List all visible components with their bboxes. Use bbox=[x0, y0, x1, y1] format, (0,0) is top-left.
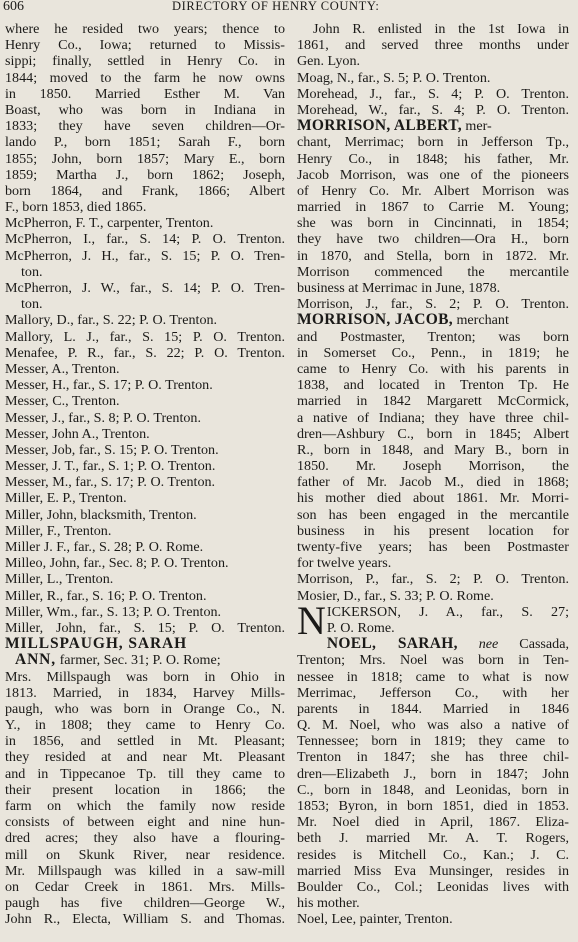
entry-nickerson bbox=[297, 597, 569, 643]
bio-line: Tennessee; born in 1819; they came to bbox=[297, 733, 569, 750]
entry-heading-millspaugh: MILLSPAUGH, SARAH bbox=[5, 636, 188, 653]
entry-heading-millspaugh-cont bbox=[5, 652, 285, 668]
text-line: sippi; finally, settled in Henry Co. in bbox=[5, 53, 285, 70]
bio-line: and Postmaster, Trenton; was born bbox=[297, 328, 569, 345]
entry-heading-morrison-jacob: MORRISON, JACOB, bbox=[297, 312, 453, 329]
bio-line: R., born in 1848, and Mary B., born in bbox=[297, 441, 569, 458]
text-line: 1855; John, born 1857; Mary E., born bbox=[5, 150, 285, 167]
bio-line: married in 1867 to Carrie M. Young; bbox=[297, 199, 569, 216]
entry-heading-noel-sarah: NOEL, SARAH, bbox=[326, 636, 458, 653]
text-line: 1844; moved to the farm he now owns bbox=[5, 69, 285, 86]
bio-line: Henry Co., in 1848; his father, Mr. bbox=[297, 150, 569, 167]
bio-line: married in 1842 Margarett McCormick, bbox=[297, 393, 569, 410]
directory-entry: Mallory, D., far., S. 22; P. O. Trenton. bbox=[5, 312, 218, 329]
directory-entry: Mallory, L. J., far., S. 15; P. O. Trenton. bbox=[5, 328, 285, 345]
directory-entry: Miller, E. P., Trenton. bbox=[5, 490, 127, 507]
text-line: 1859; Martha J., born 1862; Joseph, bbox=[5, 166, 285, 183]
bio-line: dren—Elizabeth J., born in 1847; John bbox=[297, 765, 569, 782]
bio-line: business in his present location for bbox=[297, 522, 569, 539]
bio-line: consists of between eight and nine hun- bbox=[5, 814, 285, 831]
left-column bbox=[5, 21, 285, 928]
bio-line: and in Tippecanoe Tp. till they came to bbox=[5, 765, 285, 782]
entry-heading-morrison-albert: MORRISON, ALBERT, bbox=[297, 118, 462, 135]
directory-entry: Miller J. F., far., S. 28; P. O. Rome. bbox=[5, 539, 204, 555]
directory-entry: Morrison, J., far., S. 2; P. O. Trenton. bbox=[297, 296, 569, 313]
directory-entry: Messer, J., far., S. 8; P. O. Trenton. bbox=[5, 409, 201, 426]
bio-line: they have two children—Ora H., born bbox=[297, 231, 569, 248]
bio-line: Boulder Co., Col.; Leonidas lives with bbox=[297, 878, 569, 895]
bio-line: beth J. married Mr. A. T. Rogers, bbox=[297, 830, 569, 847]
text-line: Boast, who was born in Indiana in bbox=[5, 101, 285, 118]
bio-line: married Miss Eva Munsinger, resides in bbox=[297, 862, 569, 879]
bio-line: in 1856, and settled in Mt. Pleasant; bbox=[5, 733, 285, 750]
running-title: DIRECTORY OF HENRY COUNTY: bbox=[172, 0, 380, 13]
directory-entry-cont: P. O. Rome. bbox=[326, 619, 395, 636]
directory-entry: Miller, Wm., far., S. 13; P. O. Trenton. bbox=[5, 603, 222, 620]
directory-entry: Morehead, W., far., S. 4; P. O. Trenton. bbox=[297, 101, 569, 118]
bio-line: 1813. Married, in 1834, Harvey Mills- bbox=[5, 684, 285, 701]
bio-line: their present location in 1866; the bbox=[5, 781, 285, 798]
text-line: born 1864, and Frank, 1866; Albert bbox=[5, 182, 285, 199]
bio-line: his mother. bbox=[297, 895, 360, 912]
directory-entry: Menafee, P. R., far., S. 22; P. O. Trenton. bbox=[5, 344, 285, 361]
bio-line: she was born in Cincinnati, in 1854; bbox=[297, 215, 569, 232]
entry-detail: farmer, Sec. 31; P. O. Rome; bbox=[56, 652, 221, 669]
text-line: F., born 1853, died 1865. bbox=[5, 199, 147, 216]
bio-line: a native of Indiana; they have three chil- bbox=[297, 409, 569, 426]
drop-cap-initial: N bbox=[297, 597, 326, 643]
bio-line: C., born in 1848, and Leonidas, born in bbox=[297, 781, 569, 798]
bio-line: Mr. Millspaugh was killed in a saw-mill bbox=[5, 862, 285, 879]
bio-line: in Somerset Co., Penn., in 1819; he bbox=[297, 344, 569, 361]
bio-line: Morrison commenced the mercantile bbox=[297, 263, 569, 280]
bio-line: Y., in 1808; they came to Henry Co. bbox=[5, 717, 285, 734]
directory-entry: McPherron, J. W., far., S. 14; P. O. Tren- bbox=[5, 280, 285, 296]
nee-label: nee bbox=[478, 636, 499, 653]
bio-line: they resided at and near Mt. Pleasant bbox=[5, 749, 285, 766]
bio-line: for twelve years. bbox=[297, 555, 392, 572]
directory-entry: Morrison, P., far., S. 2; P. O. Trenton. bbox=[297, 571, 569, 588]
directory-entry: Messer, Job, far., S. 15; P. O. Trenton. bbox=[5, 441, 219, 458]
directory-entry-cont: ton. bbox=[21, 296, 43, 313]
directory-entry: Moag, N., far., S. 5; P. O. Trenton. bbox=[297, 69, 491, 86]
bio-line: Jacob Morrison, was one of the pioneers bbox=[297, 166, 569, 183]
bio-line: came to Henry Co. with his parents in bbox=[297, 360, 569, 377]
directory-entry: Noel, Lee, painter, Trenton. bbox=[297, 911, 453, 928]
bio-line: parents in 1844. Married in 1846 bbox=[297, 700, 569, 717]
bio-line: John R., Electa, William S. and Thomas. bbox=[5, 911, 285, 928]
bio-line: son has been engaged in the mercantile bbox=[297, 506, 569, 523]
directory-entry: Miller, L., Trenton. bbox=[5, 571, 114, 588]
directory-entry: Miller, R., far., S. 16; P. O. Trenton. bbox=[5, 587, 207, 604]
bio-line: Trenton; Mrs. Noel was born in Ten- bbox=[297, 652, 569, 669]
bio-line: Gen. Lyon. bbox=[297, 53, 361, 70]
directory-entry: Miller, John, far., S. 15; P. O. Trenton. bbox=[5, 619, 285, 636]
bio-line: of Henry Co. Mr. Albert Morrison was bbox=[297, 182, 569, 199]
bio-line: in 1870, and Stella, born in 1872. Mr. bbox=[297, 247, 569, 264]
bio-line: farm on which the family now reside bbox=[5, 798, 285, 814]
text-line: 1833; they have seven children—Or- bbox=[5, 118, 285, 135]
bio-line: Trenton in 1847; she has three chil- bbox=[297, 749, 569, 766]
bio-line: business at Merrimac in June, 1878. bbox=[297, 280, 501, 296]
right-column bbox=[297, 21, 569, 928]
bio-line: nessee in 1818; came to what is now bbox=[297, 668, 569, 685]
bio-line: Q. M. Noel, who was also a native of bbox=[297, 717, 569, 734]
bio-line: on Cedar Creek in 1861. Mrs. Mills- bbox=[5, 878, 285, 895]
directory-entry: Miller, John, blacksmith, Trenton. bbox=[5, 506, 197, 523]
bio-line: 1853; Byron, in born 1851, died in 1853. bbox=[297, 798, 569, 815]
bio-line: chant, Merrimac; born in Jefferson Tp., bbox=[297, 134, 569, 151]
entry-heading-line-jacob bbox=[297, 312, 569, 328]
bio-line: Mrs. Millspaugh was born in Ohio in bbox=[5, 668, 285, 685]
entry-heading-line-noel bbox=[327, 636, 569, 652]
bio-line: 1838, and located in Trenton Tp. He bbox=[297, 377, 569, 394]
bio-line: father of Mr. Jacob M., died in 1868; bbox=[297, 474, 569, 491]
bio-line: 1861, and served three months under bbox=[297, 37, 569, 54]
bio-line: paugh has five children—George W., bbox=[5, 895, 285, 912]
directory-entry: Messer, A., Trenton. bbox=[5, 360, 120, 377]
bio-line: resides is Mitchell Co., Kan.; J. C. bbox=[297, 846, 569, 863]
directory-entry: ICKERSON, J. A., far., S. 27; bbox=[326, 603, 569, 620]
bio-line: Merrimac, Jefferson Co., with her bbox=[297, 684, 569, 701]
text-line: lando P., born 1851; Sarah F., born bbox=[5, 134, 285, 151]
directory-entry: McPherron, F. T., carpenter, Trenton. bbox=[5, 215, 214, 232]
directory-entry-cont: ton. bbox=[21, 263, 43, 280]
text-line: in 1850. Married Esther M. Van bbox=[5, 85, 285, 102]
directory-entry: Mosier, D., far., S. 33; P. O. Rome. bbox=[297, 587, 494, 604]
page-number: 606 bbox=[3, 0, 24, 14]
text-line: Henry Co., Iowa; returned to Missis- bbox=[5, 37, 285, 54]
text-line: where he resided two years; thence to bbox=[5, 21, 285, 37]
entry-detail: mer- bbox=[461, 118, 492, 135]
bio-line: mill on Skunk River, near residence. bbox=[5, 846, 285, 863]
directory-entry: Messer, John A., Trenton. bbox=[5, 425, 150, 442]
bio-line: 1850. Mr. Joseph Morrison, the bbox=[297, 458, 569, 475]
bio-line: John R. enlisted in the 1st Iowa in bbox=[313, 21, 569, 37]
directory-entry: Miller, F., Trenton. bbox=[5, 522, 112, 539]
directory-entry: Morehead, J., far., S. 4; P. O. Trenton. bbox=[297, 85, 569, 102]
bio-line: Mr. Noel died in April, 1867. Eliza- bbox=[297, 814, 569, 831]
page-header bbox=[0, 0, 578, 16]
directory-entry: McPherron, I., far., S. 14; P. O. Trenton. bbox=[5, 231, 285, 248]
entry-detail: Cassada, bbox=[498, 636, 569, 653]
bio-line: dred acres; they also have a flouring- bbox=[5, 830, 285, 847]
entry-heading-line-albert bbox=[297, 118, 569, 134]
bio-line: dren—Ashbury C., born in 1845; Albert bbox=[297, 425, 569, 442]
directory-entry: Messer, M., far., S. 17; P. O. Trenton. bbox=[5, 474, 216, 491]
directory-entry: McPherron, J. H., far., S. 15; P. O. Tren- bbox=[5, 247, 285, 264]
directory-entry: Messer, H., far., S. 17; P. O. Trenton. bbox=[5, 377, 213, 394]
bio-line: paugh, who was born in Orange Co., N. bbox=[5, 700, 285, 717]
directory-entry: Milleo, John, far., Sec. 8; P. O. Trenton. bbox=[5, 555, 229, 572]
entry-heading-millspaugh-ann: ANN, bbox=[15, 652, 57, 669]
entry-detail: merchant bbox=[452, 312, 509, 329]
directory-entry: Messer, J. T., far., S. 1; P. O. Trenton. bbox=[5, 458, 216, 475]
bio-line: twenty-five years; has been Postmaster bbox=[297, 539, 569, 555]
bio-line: his mother died about 1861. Mr. Morri- bbox=[297, 490, 569, 507]
directory-entry: Messer, C., Trenton. bbox=[5, 393, 120, 410]
